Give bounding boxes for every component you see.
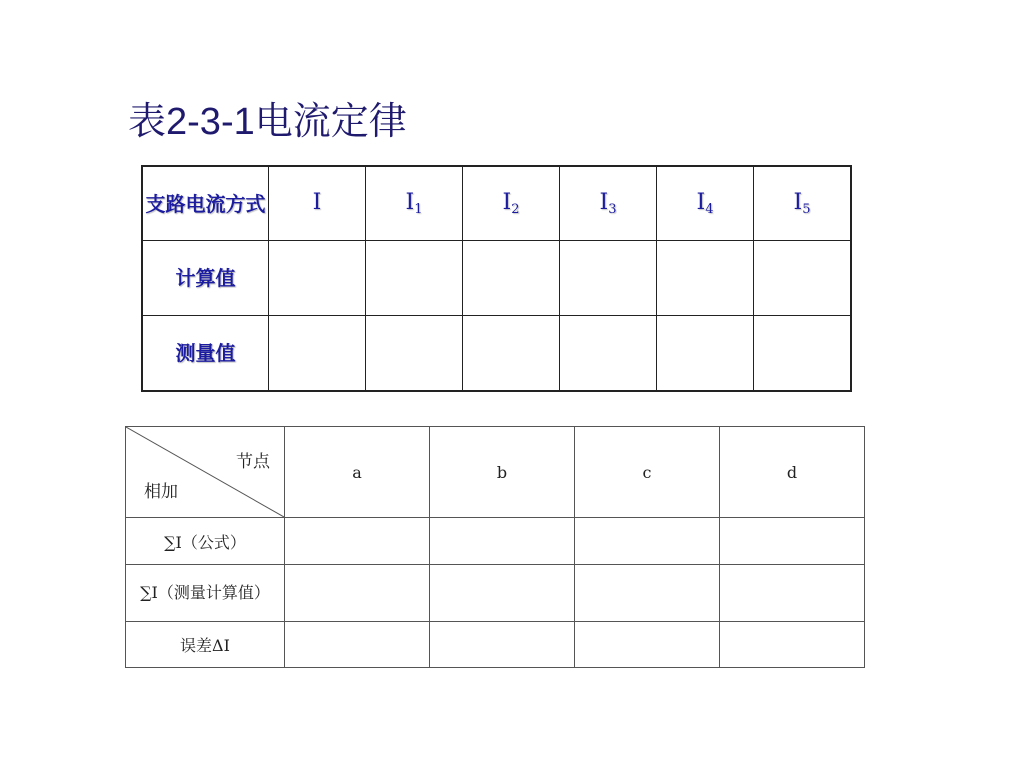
title-number: 2-3-1 xyxy=(166,101,255,143)
corner-label-node: 节点 xyxy=(236,452,270,472)
table-cell[interactable] xyxy=(463,241,560,316)
table-header-row xyxy=(142,166,851,241)
table-cell[interactable] xyxy=(430,622,575,668)
node-b-header: b xyxy=(430,427,575,518)
current-i4-header: $I_4$ xyxy=(657,166,754,241)
table-row xyxy=(142,241,851,316)
table-cell[interactable] xyxy=(560,241,657,316)
table-cell[interactable] xyxy=(754,241,852,316)
current-i3-header: $I_3$ xyxy=(560,166,657,241)
table-cell[interactable] xyxy=(285,622,430,668)
diagonal-divider xyxy=(126,427,284,517)
table-header-row xyxy=(126,427,865,518)
table-cell[interactable] xyxy=(269,316,366,392)
table-cell[interactable] xyxy=(575,565,720,622)
table-row xyxy=(126,622,865,668)
node-c-header: c xyxy=(575,427,720,518)
row-label-measured-sum: ∑I（测量计算值） xyxy=(126,565,285,622)
title-prefix: 表 xyxy=(128,99,167,143)
node-sum-table xyxy=(125,426,865,668)
table-cell[interactable] xyxy=(285,565,430,622)
table-cell[interactable] xyxy=(560,316,657,392)
table-cell[interactable] xyxy=(366,241,463,316)
table-row xyxy=(126,518,865,565)
title-suffix: 电流定律 xyxy=(254,99,407,143)
table-cell[interactable] xyxy=(285,518,430,565)
table-row xyxy=(126,565,865,622)
node-a-header: a xyxy=(285,427,430,518)
table-cell[interactable] xyxy=(720,622,865,668)
row-label-measured: 测量值 xyxy=(142,316,269,392)
diagonal-corner-cell xyxy=(126,427,285,518)
table-cell[interactable] xyxy=(657,316,754,392)
table-cell[interactable] xyxy=(430,565,575,622)
branch-current-table xyxy=(141,165,852,392)
header-label-cell: 支路电流方式 xyxy=(142,166,269,241)
row-label-error: 误差ΔI xyxy=(126,622,285,668)
table-cell[interactable] xyxy=(720,518,865,565)
table-cell[interactable] xyxy=(430,518,575,565)
table-cell[interactable] xyxy=(720,565,865,622)
current-i2-header: $I_2$ xyxy=(463,166,560,241)
current-i5-header: $I_5$ xyxy=(754,166,852,241)
table-cell[interactable] xyxy=(754,316,852,392)
row-label-formula-sum: ∑I（公式） xyxy=(126,518,285,565)
corner-label-sum: 相加 xyxy=(144,482,178,502)
table-cell[interactable] xyxy=(269,241,366,316)
table-cell[interactable] xyxy=(463,316,560,392)
current-i1-header: $I_1$ xyxy=(366,166,463,241)
table-cell[interactable] xyxy=(366,316,463,392)
table-cell[interactable] xyxy=(657,241,754,316)
page-title xyxy=(128,90,407,145)
current-i-header: I xyxy=(269,166,366,241)
table-row xyxy=(142,316,851,392)
table-cell[interactable] xyxy=(575,518,720,565)
row-label-calculated: 计算值 xyxy=(142,241,269,316)
node-d-header: d xyxy=(720,427,865,518)
table-cell[interactable] xyxy=(575,622,720,668)
